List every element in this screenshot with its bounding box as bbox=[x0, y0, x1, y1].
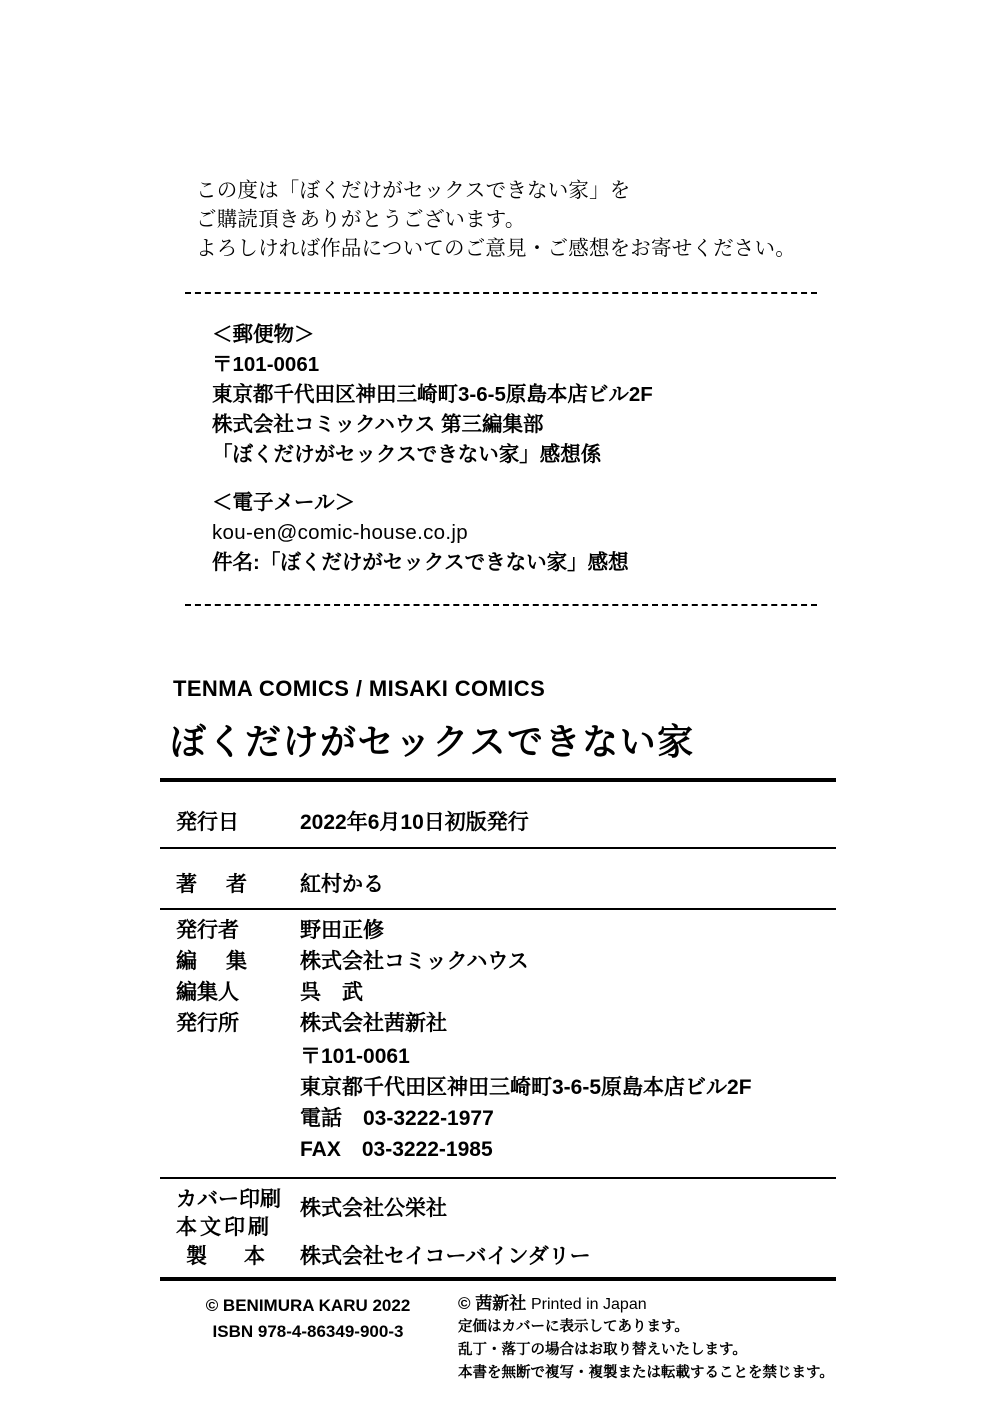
cover-printing-value: 株式会社公栄社 bbox=[300, 1197, 447, 1220]
table-row bbox=[160, 945, 850, 975]
row-label: 発行日 bbox=[176, 811, 239, 834]
footer-note-3: 本書を無断で複写・複製または転載することを禁じます。 bbox=[458, 1365, 834, 1381]
postal-code: 〒101-0061 bbox=[212, 353, 320, 376]
row-value: 紅村かる bbox=[300, 873, 384, 896]
table-row bbox=[160, 1007, 850, 1037]
email-heading: ＜電子メール＞ bbox=[212, 491, 356, 514]
row-label: 発行者 bbox=[176, 919, 239, 942]
intro-message bbox=[196, 176, 836, 263]
email-subject: 件名:「ぼくだけがセックスできない家」感想 bbox=[212, 551, 629, 574]
table-rule-3 bbox=[160, 1177, 836, 1179]
postal-attn: 「ぼくだけがセックスできない家」感想係 bbox=[212, 443, 602, 466]
dashed-divider-top bbox=[185, 292, 817, 294]
table-row bbox=[160, 806, 850, 836]
publisher-address: 東京都千代田区神田三崎町3-6-5原島本店ビル2F bbox=[300, 1076, 752, 1099]
row-value: 株式会社コミックハウス bbox=[300, 950, 529, 973]
binding-value: 株式会社セイコーバインダリー bbox=[300, 1245, 591, 1268]
text-printing-label: 本文印刷 bbox=[176, 1216, 272, 1239]
publisher-fax: FAX 03-3222-1985 bbox=[300, 1138, 493, 1161]
table-rule-2 bbox=[160, 908, 836, 910]
footer-right bbox=[458, 1292, 834, 1385]
table-rule-top bbox=[160, 778, 836, 782]
row-label: 発行所 bbox=[176, 1012, 239, 1035]
email-address: kou-en@comic-house.co.jp bbox=[212, 521, 468, 544]
intro-line-3: よろしければ作品についてのご意見・ご感想をお寄せください。 bbox=[196, 237, 796, 260]
table-row bbox=[160, 868, 850, 898]
row-value: 株式会社茜新社 bbox=[300, 1012, 447, 1035]
contact-spacer bbox=[212, 470, 872, 488]
table-row bbox=[160, 976, 850, 1006]
contact-block bbox=[212, 320, 872, 578]
postal-heading: ＜郵便物＞ bbox=[212, 323, 315, 346]
row-value: 野田正修 bbox=[300, 919, 384, 942]
intro-line-2: ご購読頂きありがとうございます。 bbox=[196, 208, 526, 231]
footer-left bbox=[178, 1293, 438, 1345]
dashed-divider-bottom bbox=[185, 604, 817, 606]
intro-line-1: この度は「ぼくだけがセックスできない家」を bbox=[196, 179, 631, 202]
table-rule-bottom bbox=[160, 1277, 836, 1281]
row-label: 編集人 bbox=[176, 981, 239, 1004]
binding-label: 製 本 bbox=[186, 1245, 273, 1268]
postal-company: 株式会社コミックハウス 第三編集部 bbox=[212, 413, 544, 436]
postal-address: 東京都千代田区神田三崎町3-6-5原島本店ビル2F bbox=[212, 383, 653, 406]
row-label: 著 者 bbox=[176, 873, 251, 896]
table-row bbox=[160, 914, 850, 944]
copyright-line: © BENIMURA KARU 2022 bbox=[205, 1296, 411, 1315]
cover-printing-label: カバー印刷 bbox=[176, 1188, 281, 1211]
row-value-sub: 初版発行 bbox=[444, 811, 529, 834]
publisher-mark-line bbox=[458, 1292, 834, 1316]
book-title: ぼくだけがセックスできない家 bbox=[170, 721, 695, 762]
isbn-line: ISBN 978-4-86349-900-3 bbox=[212, 1322, 404, 1341]
publisher-phone: 電話 03-3222-1977 bbox=[300, 1107, 494, 1130]
row-value: 呉 武 bbox=[300, 981, 363, 1004]
printed-in-japan: Printed in Japan bbox=[530, 1296, 647, 1313]
publisher-postal-code: 〒101-0061 bbox=[300, 1045, 410, 1068]
series-label: TENMA COMICS / MISAKI COMICS bbox=[173, 676, 546, 701]
row-label: 編 集 bbox=[176, 950, 251, 973]
publisher-mark: © 茜新社 bbox=[458, 1294, 527, 1313]
row-value: 2022年6月10日 bbox=[300, 811, 445, 834]
footer-note-2: 乱丁・落丁の場合はお取り替えいたします。 bbox=[458, 1342, 747, 1358]
table-rule-1 bbox=[160, 847, 836, 849]
footer-note-1: 定価はカバーに表示してあります。 bbox=[458, 1319, 689, 1335]
